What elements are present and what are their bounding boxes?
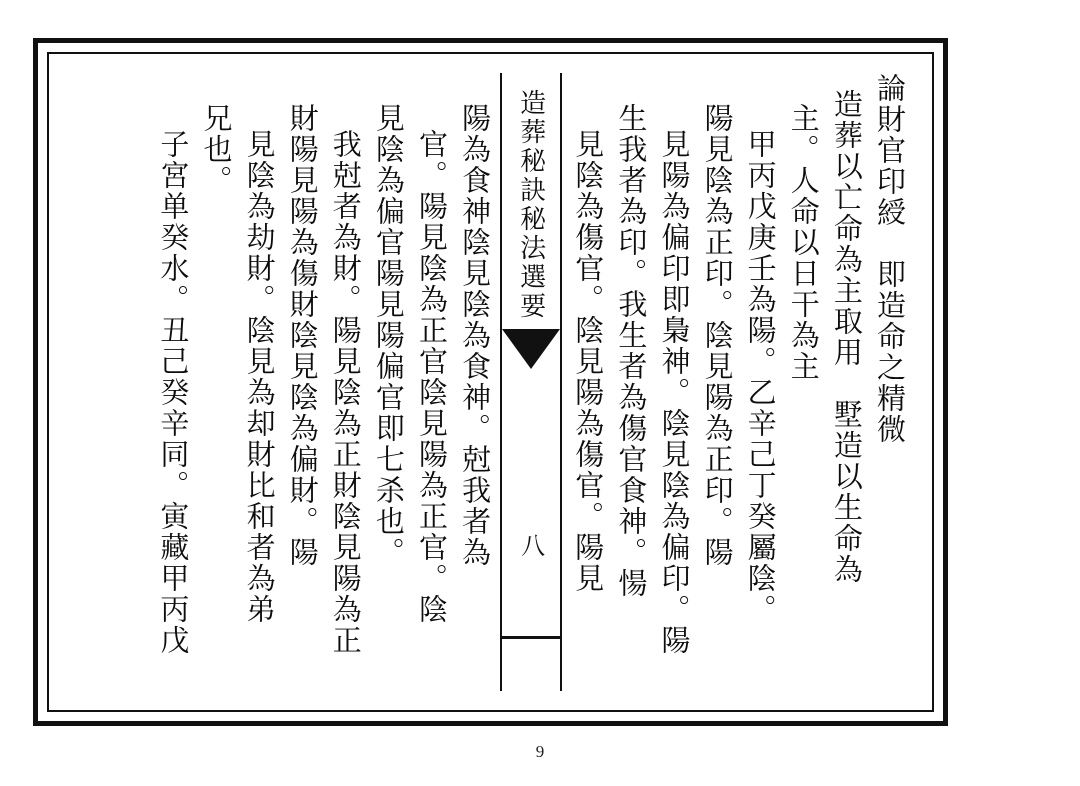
fish-tail-ornament (502, 329, 560, 383)
text-column: 生我者為印。我生者為傷官食神。愓 (614, 103, 649, 599)
folio-number: 八 (516, 533, 545, 557)
text-column: 造葬以亡命為主取用 墅造以生命為 (829, 89, 864, 585)
text-column: 見陰為劫財。陰見為却財比和者為弟 (242, 129, 277, 625)
book-title: 造葬秘訣秘法選要 (515, 89, 546, 321)
text-column: 甲丙戊庚壬為陽。乙辛己丁癸屬陰。 (743, 129, 778, 625)
printed-page-number: 9 (535, 742, 545, 761)
text-column: 子宮单癸水。丑己癸辛同。寅藏甲丙戊 (156, 129, 191, 656)
text-column: 見陽為偏印即梟神。陰見陰為偏印。陽 (657, 129, 692, 656)
woodblock-frame-outer (33, 38, 948, 726)
woodblock-frame-inner (47, 52, 934, 712)
text-column: 兄也。 (199, 103, 234, 196)
text-column: 主。人命以日干為主 (786, 103, 821, 382)
text-column: 論財官印綬 即造命之精微 (873, 73, 907, 445)
text-column: 陽為食神陰見陰為食神。尅我者為 (458, 103, 493, 568)
text-area (62, 67, 919, 697)
text-column: 陽見陰為正印。陰見陽為正印。陽 (700, 103, 735, 568)
text-column: 見陰為傷官。陰見陽為傷官。陽見 (571, 129, 606, 594)
text-column: 官。陽見陰為正官陰見陽為正官。陰 (415, 129, 450, 625)
text-column: 我尅者為財。陽見陰為正財陰見陽為正 (328, 129, 363, 656)
center-fold-strip (500, 73, 562, 691)
text-column: 見陰為偏官陽見陽偏官即七杀也。 (371, 103, 406, 568)
text-column: 財陽見陽為傷財陰見陰為偏財。陽 (285, 103, 320, 568)
fold-rule (502, 636, 560, 639)
